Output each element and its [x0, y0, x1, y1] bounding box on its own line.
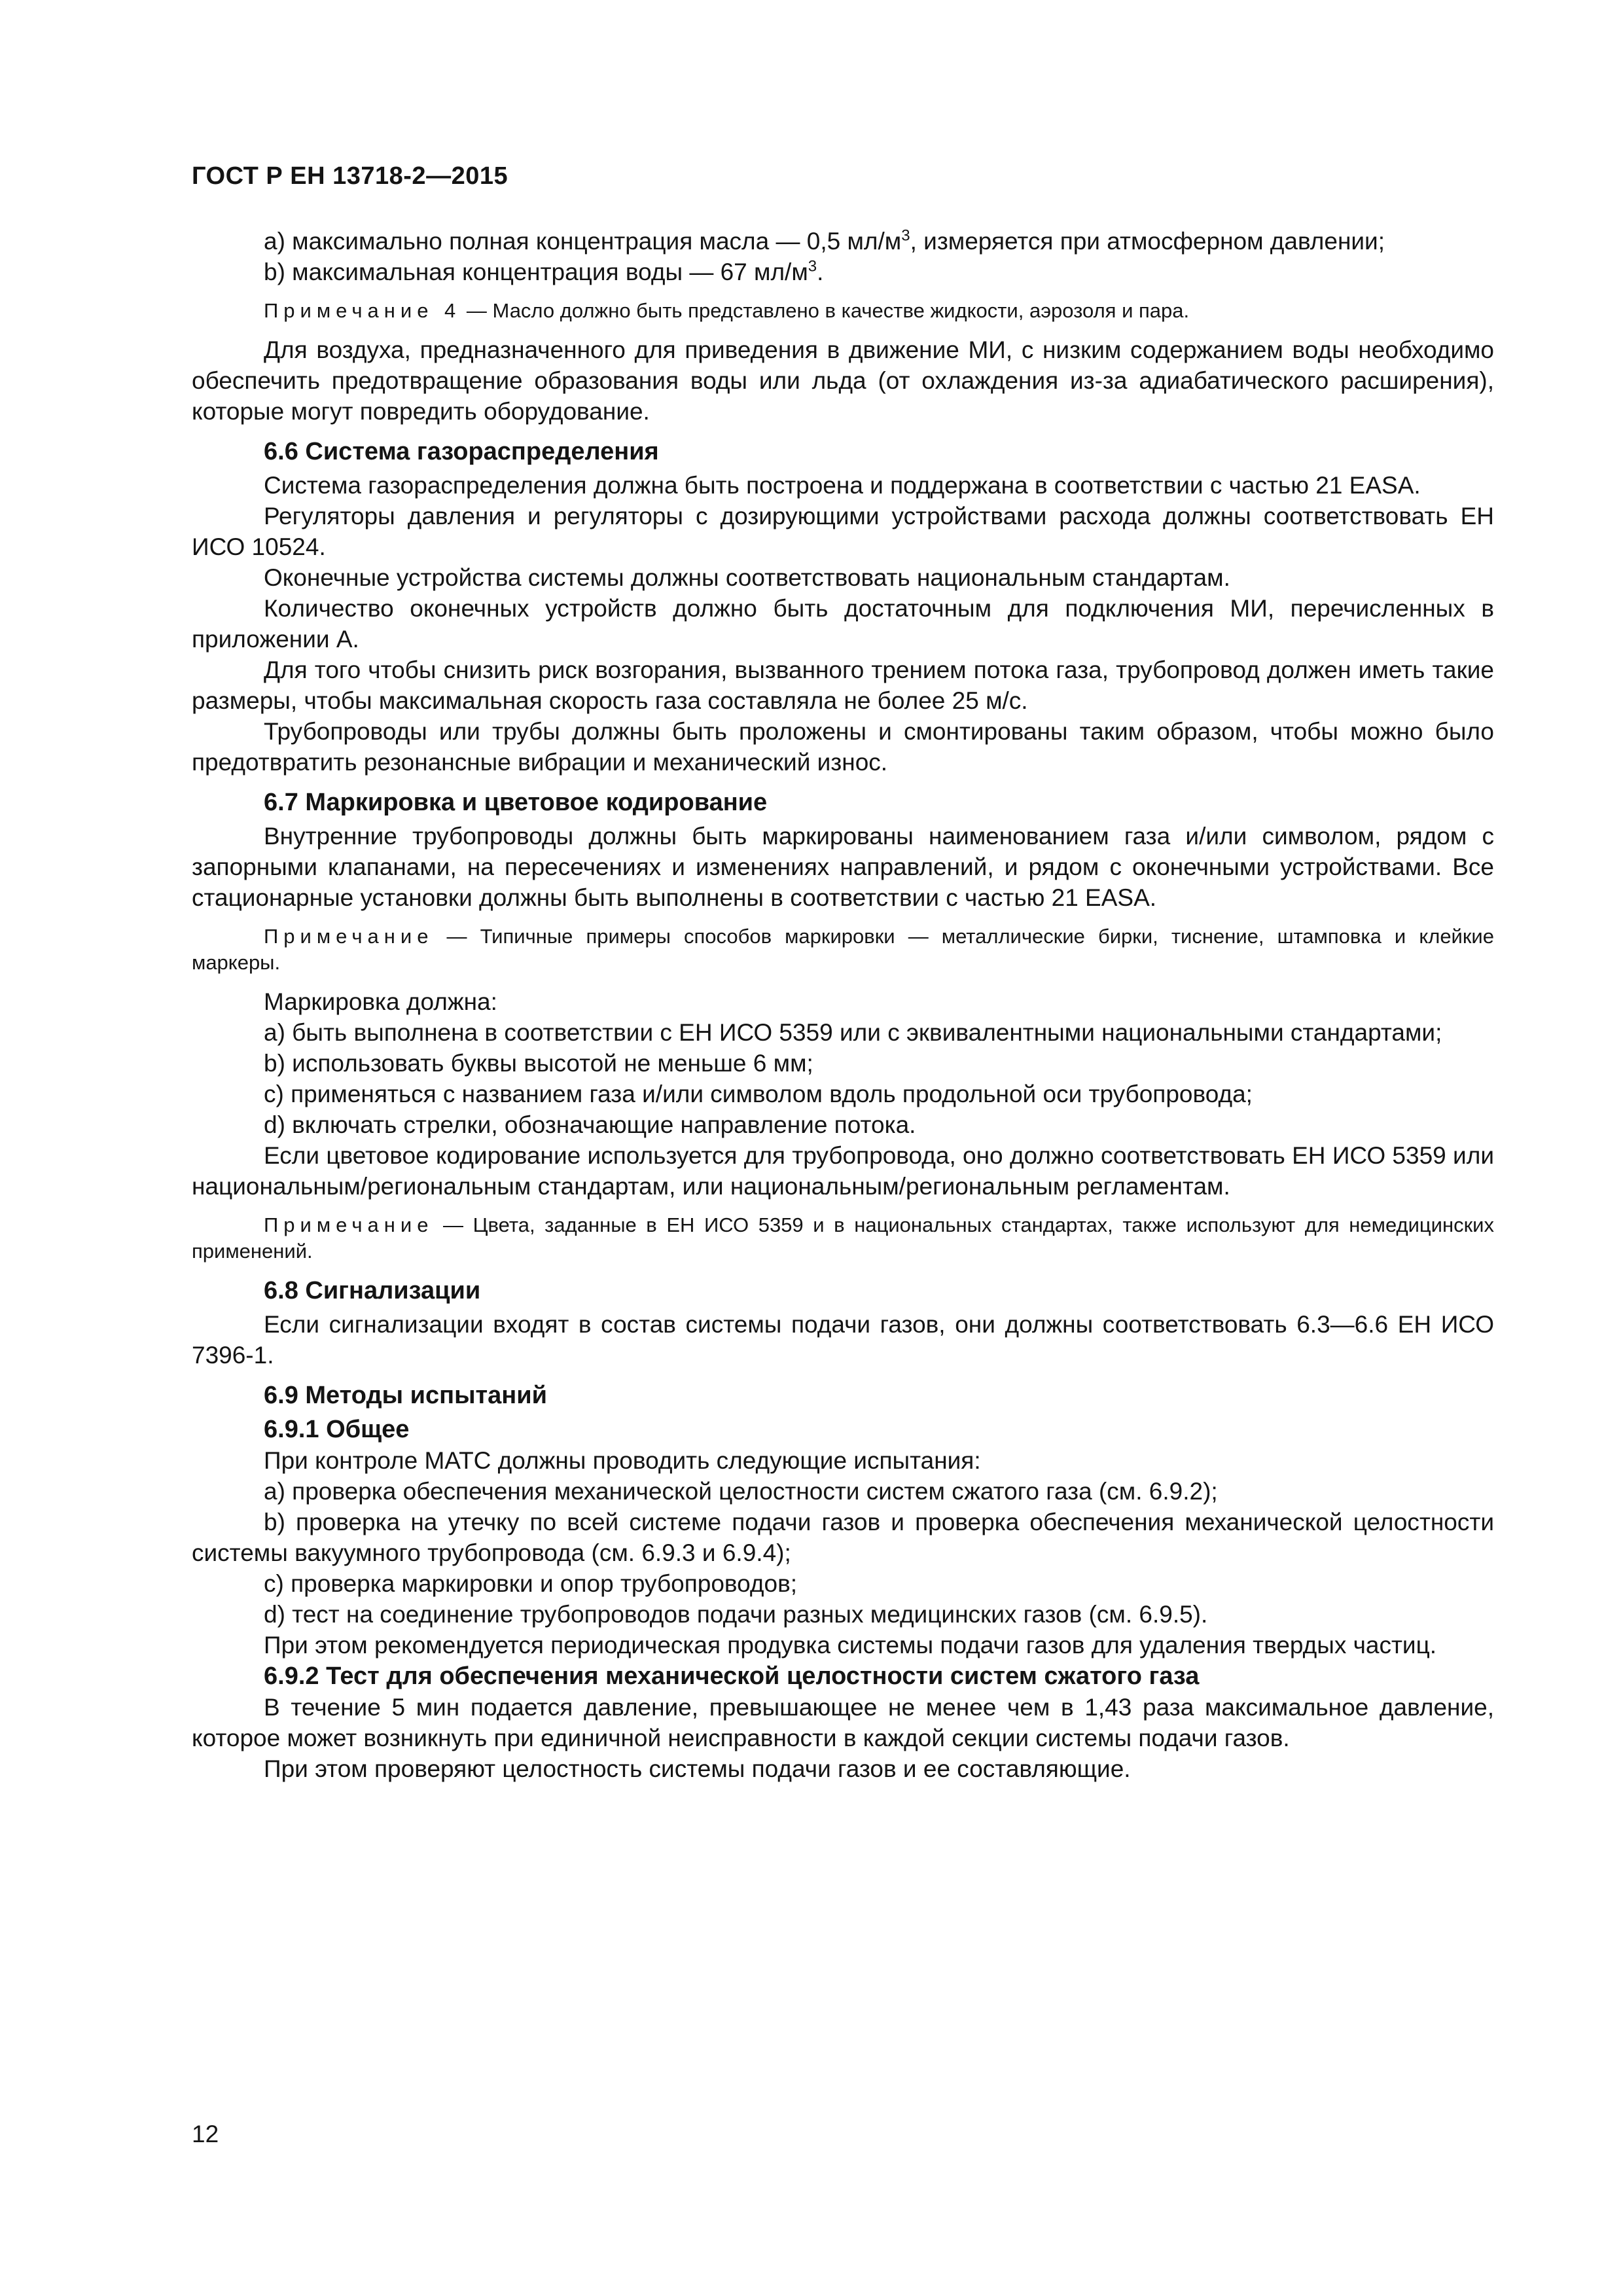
paragraph: Регуляторы давления и регуляторы с дозирующими устройствами расхода должны соответствовать ЕН ИСО 10524.: [192, 503, 1494, 560]
note-4: Примечание 4 — Масло должно быть представлено в качестве жидкости, аэрозоля и пара.: [264, 299, 1190, 322]
list-item: c) проверка маркировки и опор трубопроводов;: [264, 1570, 798, 1597]
paragraph: Внутренние трубопроводы должны быть маркированы наименованием газа и/или символом, рядом с запорными клапанами, на пересечениях и изменениях направлений, и рядом с оконечными устройствами. Все стационарные установки должны быть выполнены в соответствии с частью 21 EASA.: [192, 823, 1494, 911]
section-heading-6-7: 6.7 Маркировка и цветовое кодирование: [264, 789, 768, 816]
paragraph: При контроле МАТС должны проводить следующие испытания:: [264, 1447, 981, 1474]
list-item: b) проверка на утечку по всей системе подачи газов и проверка обеспечения механической целостности системы вакуумного трубопровода (см. 6.9.3 и 6.9.4);: [192, 1509, 1494, 1566]
section-heading-6-9: 6.9 Методы испытаний: [264, 1382, 547, 1409]
paragraph: В течение 5 мин подается давление, превышающее не менее чем в 1,43 раза максимальное давление, которое может возникнуть при единичной неисправности в каждой секции системы подачи газов.: [192, 1694, 1494, 1751]
paragraph: Трубопроводы или трубы должны быть проложены и смонтированы таким образом, чтобы можно было предотвратить резонансные вибрации и механический износ.: [192, 718, 1494, 776]
paragraph-air: Для воздуха, предназначенного для приведения в движение МИ, с низким содержанием воды необходимо обеспечить предотвращение образования воды или льда (от охлаждения из-за адиабатического расширения), которые могут повредить оборудование.: [192, 336, 1494, 425]
paragraph: При этом проверяют целостность системы подачи газов и ее составляющие.: [264, 1755, 1131, 1782]
list-item: a) быть выполнена в соответствии с ЕН ИСО 5359 или с эквивалентными национальными стандартами;: [264, 1019, 1442, 1046]
list-item: b) использовать буквы высотой не меньше 6 мм;: [264, 1050, 813, 1077]
list-item-water-concentration: b) максимальная концентрация воды — 67 $мл/м^3$.: [264, 257, 824, 285]
paragraph: Маркировка должна:: [264, 988, 497, 1015]
note-colors: Примечание — Цвета, заданные в ЕН ИСО 5359 и в национальных стандартах, также используют для немедицинских применений.: [192, 1213, 1494, 1263]
paragraph: Система газораспределения должна быть построена и поддержана в соответствии с частью 21 EASA.: [264, 472, 1421, 499]
paragraph: Для того чтобы снизить риск возгорания, вызванного трением потока газа, трубопровод должен иметь такие размеры, чтобы максимальная скорость газа составляла не более 25 м/с.: [192, 656, 1494, 714]
page-number: 12: [192, 2121, 219, 2147]
document-body: [192, 226, 1494, 1784]
list-item: d) включать стрелки, обозначающие направление потока.: [264, 1111, 916, 1138]
list-item: d) тест на соединение трубопроводов подачи разных медицинских газов (см. 6.9.5).: [264, 1601, 1208, 1628]
subsection-heading-6-9-1: 6.9.1 Общее: [264, 1416, 410, 1443]
note-marking: Примечание — Типичные примеры способов маркировки — металлические бирки, тиснение, штамповка и клейкие маркеры.: [192, 925, 1494, 974]
list-item-oil-concentration: a) максимально полная концентрация масла — 0,5 $мл/м^3$, измеряется при атмосферном давлении;: [264, 226, 1385, 255]
paragraph: Оконечные устройства системы должны соответствовать национальным стандартам.: [264, 564, 1230, 591]
document-code-header: ГОСТ Р ЕН 13718-2—2015: [192, 162, 508, 190]
subsection-heading-6-9-2: 6.9.2 Тест для обеспечения механической целостности систем сжатого газа: [264, 1662, 1200, 1690]
list-item: c) применяться с названием газа и/или символом вдоль продольной оси трубопровода;: [264, 1081, 1253, 1107]
paragraph: Если сигнализации входят в состав системы подачи газов, они должны соответствовать 6.3—6.6 ЕН ИСО 7396-1.: [192, 1311, 1494, 1369]
section-heading-6-6: 6.6 Система газораспределения: [264, 438, 659, 465]
list-item: a) проверка обеспечения механической целостности систем сжатого газа (см. 6.9.2);: [264, 1478, 1218, 1505]
section-heading-6-8: 6.8 Сигнализации: [264, 1277, 481, 1304]
paragraph: Количество оконечных устройств должно быть достаточным для подключения МИ, перечисленных в приложении А.: [192, 595, 1494, 653]
paragraph: При этом рекомендуется периодическая продувка системы подачи газов для удаления твердых частиц.: [264, 1632, 1437, 1659]
paragraph: Если цветовое кодирование используется для трубопровода, оно должно соответствовать ЕН ИСО 5359 или национальным/региональным стандартам, или национальным/региональным регламентам.: [192, 1142, 1494, 1200]
